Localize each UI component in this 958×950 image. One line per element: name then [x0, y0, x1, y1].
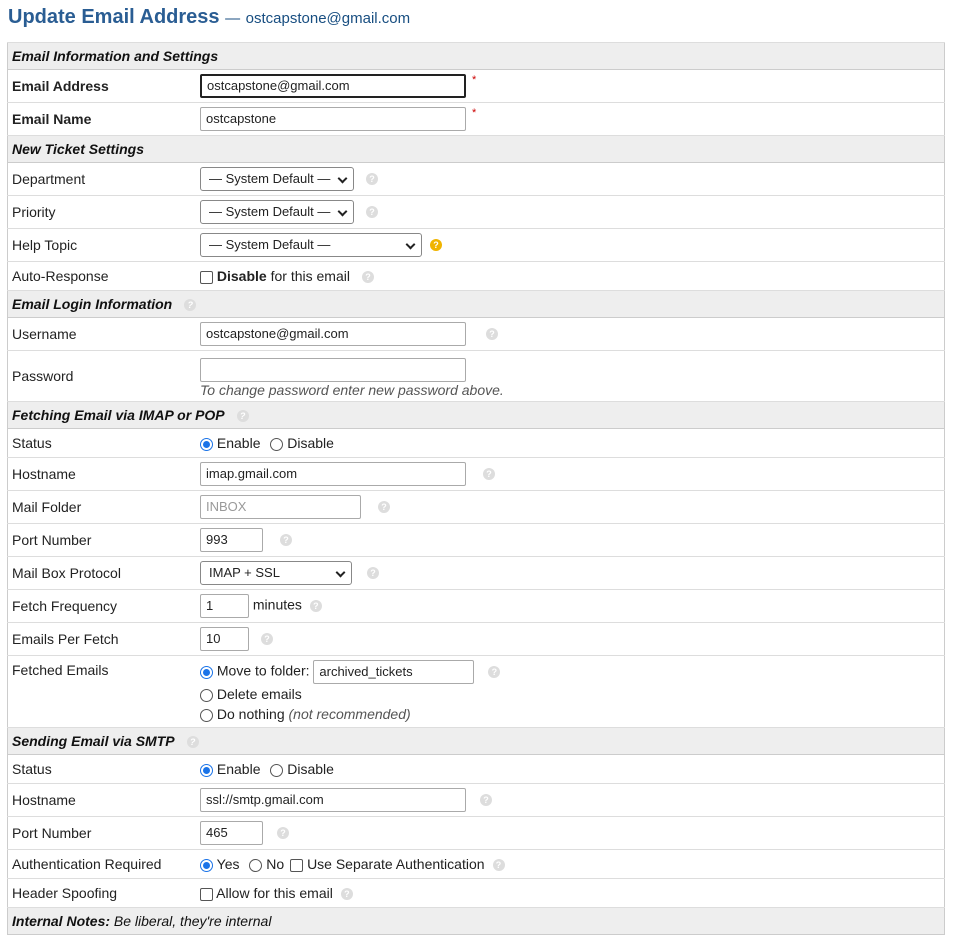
protocol-select[interactable]: IMAP + SSL: [200, 561, 352, 585]
header-spoofing-checkbox[interactable]: [200, 888, 213, 901]
help-icon[interactable]: ?: [480, 794, 492, 806]
help-icon[interactable]: ?: [366, 173, 378, 185]
priority-select[interactable]: — System Default —: [200, 200, 354, 224]
password-label: Password: [8, 351, 197, 402]
fetch-enable-radio[interactable]: [200, 438, 213, 451]
mail-folder-input[interactable]: INBOX: [200, 495, 361, 519]
section-login: [8, 291, 945, 318]
emails-per-fetch-input[interactable]: 10: [200, 627, 249, 651]
email-name-input[interactable]: ostcapstone: [200, 107, 466, 131]
smtp-status-label: Status: [8, 755, 197, 784]
title-email: ostcapstone@gmail.com: [245, 10, 411, 27]
help-icon[interactable]: ?: [366, 206, 378, 218]
help-icon[interactable]: ?: [310, 600, 322, 612]
auth-yes-radio[interactable]: [200, 859, 213, 872]
email-address-label: Email Address: [8, 70, 197, 103]
separate-auth-checkbox[interactable]: [290, 859, 303, 872]
smtp-port-label: Port Number: [8, 817, 197, 850]
fetch-port-label: Port Number: [8, 524, 197, 557]
do-nothing-label: Do nothing: [216, 706, 285, 722]
smtp-hostname-input[interactable]: ssl://smtp.gmail.com: [200, 788, 466, 812]
section-fetching: [8, 402, 945, 429]
username-input[interactable]: ostcapstone@gmail.com: [200, 322, 466, 346]
delete-emails-radio[interactable]: [200, 689, 213, 702]
auto-response-text: for this email: [270, 268, 350, 284]
fetch-port-input[interactable]: 993: [200, 528, 263, 552]
department-select[interactable]: — System Default —: [200, 167, 354, 191]
section-login-title: Email Login Information: [12, 296, 173, 312]
help-icon[interactable]: ?: [187, 736, 199, 748]
help-icon[interactable]: ?: [493, 859, 505, 871]
priority-label: Priority: [8, 196, 197, 229]
header-spoofing-label: Header Spoofing: [8, 879, 197, 908]
email-name-label: Email Name: [8, 103, 197, 136]
smtp-port-input[interactable]: 465: [200, 821, 263, 845]
fetch-disable-label: Disable: [287, 435, 334, 451]
title-dash: —: [225, 10, 241, 27]
emails-per-fetch-label: Emails Per Fetch: [8, 623, 197, 656]
auth-no-label: No: [266, 856, 285, 872]
help-topic-select[interactable]: — System Default —: [200, 233, 422, 257]
fetch-disable-radio[interactable]: [270, 438, 283, 451]
move-folder-label: Move to folder:: [216, 662, 310, 679]
section-notes-hint: Be liberal, they're internal: [113, 913, 272, 929]
help-icon[interactable]: ?: [486, 328, 498, 340]
auth-yes-label: Yes: [216, 856, 240, 872]
section-email-info: Email Information and Settings: [8, 43, 945, 70]
help-icon[interactable]: ?: [378, 501, 390, 513]
help-icon[interactable]: ?: [237, 410, 249, 422]
auto-response-checkbox[interactable]: [200, 271, 213, 284]
password-hint: To change password enter new password above.: [200, 382, 504, 398]
fetch-frequency-input[interactable]: 1: [200, 594, 249, 618]
section-smtp-title: Sending Email via SMTP: [12, 733, 175, 749]
do-nothing-radio[interactable]: [200, 709, 213, 722]
help-icon[interactable]: ?: [483, 468, 495, 480]
help-icon[interactable]: ?: [362, 271, 374, 283]
department-label: Department: [8, 163, 197, 196]
smtp-enable-radio[interactable]: [200, 764, 213, 777]
username-label: Username: [8, 318, 197, 351]
section-smtp: [8, 728, 945, 755]
help-icon[interactable]: ?: [280, 534, 292, 546]
required-mark: *: [472, 74, 477, 86]
smtp-enable-label: Enable: [216, 761, 261, 777]
password-input[interactable]: [200, 358, 466, 382]
help-icon[interactable]: ?: [341, 888, 353, 900]
section-fetching-title: Fetching Email via IMAP or POP: [12, 407, 225, 423]
delete-emails-label: Delete emails: [216, 686, 302, 702]
smtp-hostname-label: Hostname: [8, 784, 197, 817]
auth-required-label: Authentication Required: [8, 850, 197, 879]
help-topic-label: Help Topic: [8, 229, 197, 262]
move-folder-radio[interactable]: [200, 666, 213, 679]
help-icon[interactable]: ?: [488, 666, 500, 678]
smtp-disable-radio[interactable]: [270, 764, 283, 777]
fetched-emails-label: Fetched Emails: [8, 656, 197, 728]
header-spoofing-option: Allow for this email: [216, 885, 333, 901]
protocol-label: Mail Box Protocol: [8, 557, 197, 590]
mail-folder-label: Mail Folder: [8, 491, 197, 524]
help-icon[interactable]: ?: [277, 827, 289, 839]
auto-response-bold: Disable: [216, 268, 267, 284]
help-icon[interactable]: ?: [367, 567, 379, 579]
section-notes-title: Internal Notes:: [12, 913, 111, 929]
email-address-input[interactable]: ostcapstone@gmail.com: [200, 74, 466, 98]
section-internal-notes: [8, 908, 945, 935]
auth-no-radio[interactable]: [249, 859, 262, 872]
help-icon[interactable]: ?: [184, 299, 196, 311]
separate-auth-label: Use Separate Authentication: [307, 856, 485, 872]
required-mark: *: [472, 107, 477, 119]
smtp-disable-label: Disable: [287, 761, 334, 777]
section-new-ticket: New Ticket Settings: [8, 136, 945, 163]
fetch-hostname-label: Hostname: [8, 458, 197, 491]
auto-response-label: Auto-Response: [8, 262, 197, 291]
move-folder-input[interactable]: archived_tickets: [313, 660, 474, 684]
fetch-frequency-label: Fetch Frequency: [8, 590, 197, 623]
page-title: [8, 6, 410, 29]
fetch-enable-label: Enable: [216, 435, 261, 451]
page-title-text: Update Email Address: [8, 6, 220, 28]
fetch-status-label: Status: [8, 429, 197, 458]
help-icon[interactable]: ?: [430, 239, 442, 251]
do-nothing-note: (not recommended): [288, 706, 411, 722]
fetch-frequency-unit: minutes: [252, 596, 302, 613]
help-icon[interactable]: ?: [261, 633, 273, 645]
email-settings-table: [7, 42, 945, 935]
fetch-hostname-input[interactable]: imap.gmail.com: [200, 462, 466, 486]
